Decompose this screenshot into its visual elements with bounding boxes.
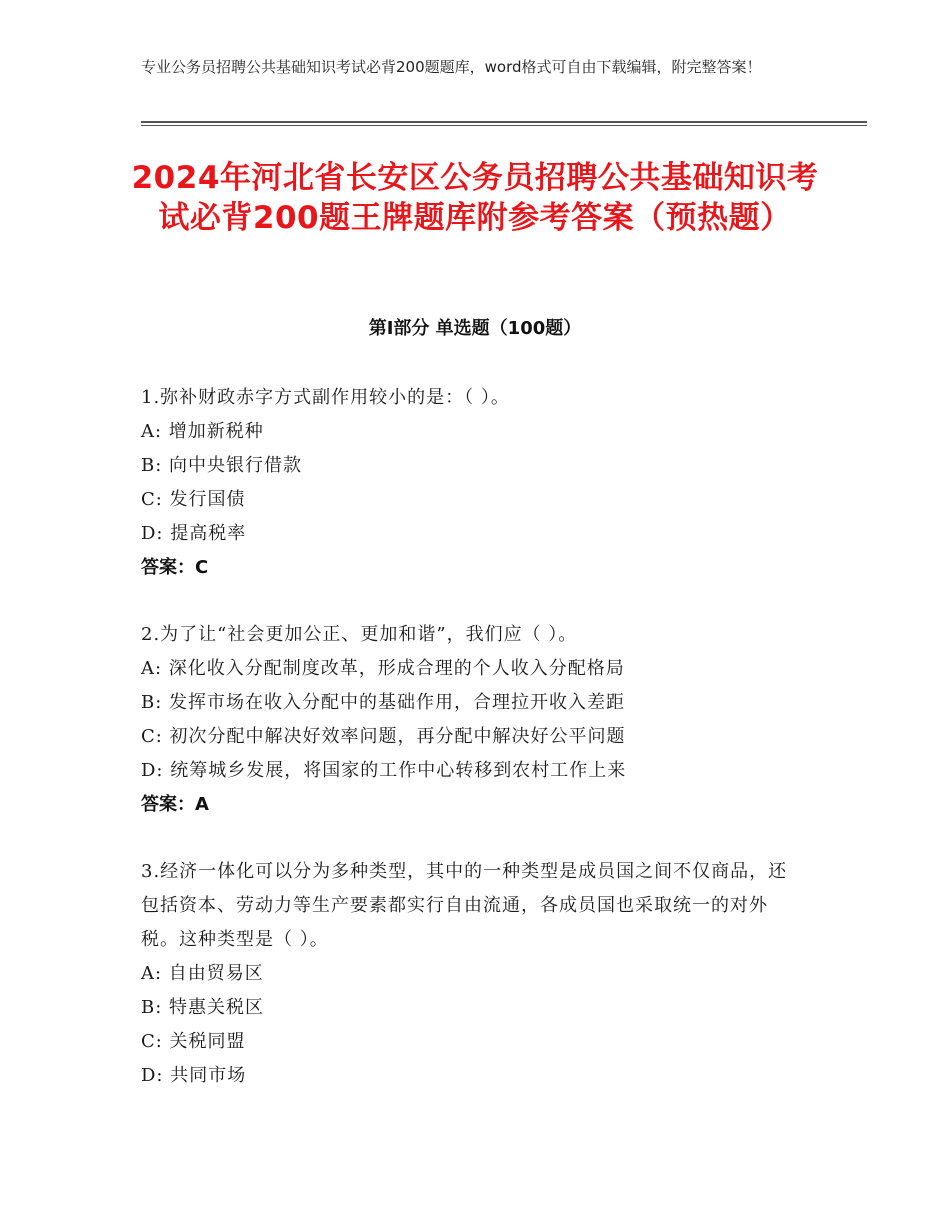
option-b: B: 向中央银行借款 <box>141 455 303 476</box>
option-d: D: 提高税率 <box>141 523 247 544</box>
question-item <box>141 618 801 822</box>
option-d: D: 统筹城乡发展，将国家的工作中心转移到农村工作上来 <box>141 760 627 781</box>
option-b: B: 发挥市场在收入分配中的基础作用，合理拉开收入差距 <box>141 692 626 713</box>
option-d: D: 共同市场 <box>141 1065 247 1086</box>
question-stem: 3.经济一体化可以分为多种类型，其中的一种类型是成员国之间不仅商品，还包括资本、劳动力等生产要素都实行自由流通，各成员国也采取统一的对外税。这种类型是（ ）。 <box>141 861 788 950</box>
option-c: C: 发行国债 <box>141 489 246 510</box>
option-c: C: 初次分配中解决好效率问题，再分配中解决好公平问题 <box>141 726 626 747</box>
question-item <box>141 381 801 585</box>
answer-line: 答案：C <box>141 557 209 578</box>
option-b: B: 特惠关税区 <box>141 997 265 1018</box>
option-a: A: 增加新税种 <box>141 421 264 442</box>
question-item <box>141 855 801 1093</box>
document-title: 2024年河北省长安区公务员招聘公共基础知识考试必背200题王牌题库附参考答案（预热题） <box>131 160 819 236</box>
option-a: A: 深化收入分配制度改革，形成合理的个人收入分配格局 <box>141 658 625 679</box>
option-c: C: 关税同盟 <box>141 1031 246 1052</box>
section-heading: 第Ⅰ部分 单选题（100题） <box>368 318 582 339</box>
header-note: 专业公务员招聘公共基础知识考试必背200题题库，word格式可自由下载编辑，附完整答案！ <box>141 58 762 76</box>
header-divider-thick <box>141 121 867 123</box>
question-stem: 1.弥补财政赤字方式副作用较小的是：（ ）。 <box>141 387 510 408</box>
question-stem: 2.为了让“社会更加公正、更加和谐”，我们应（ ）。 <box>141 624 578 645</box>
answer-line: 答案：A <box>141 794 209 815</box>
option-a: A: 自由贸易区 <box>141 963 264 984</box>
header-divider-thin <box>141 125 867 126</box>
question-list <box>141 381 801 1126</box>
